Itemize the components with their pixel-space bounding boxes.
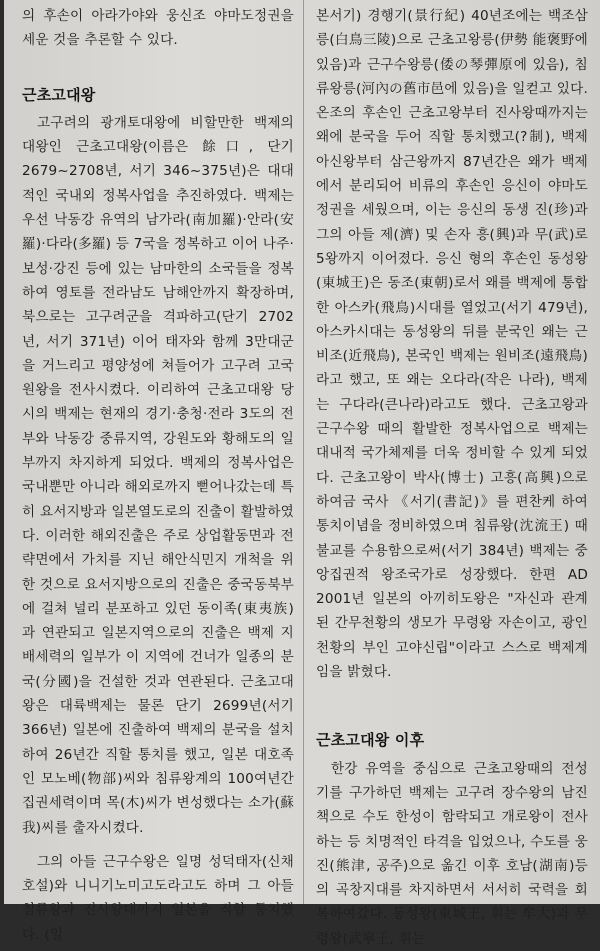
section-title-after-geunchogo: 근초고대왕 이후 <box>316 731 425 750</box>
intro-paragraph: 의 후손이 아라가야와 웅신조 야마도정권을 세운 것을 추론할 수 있다. <box>22 8 294 49</box>
left-column <box>22 0 294 947</box>
column-divider <box>303 0 304 904</box>
book-page <box>4 0 600 947</box>
paragraph-after-geunchogo: 한강 유역을 중심으로 근초고왕때의 전성기를 구가하던 백제는 고구려 장수왕의 남진책으로 수도 한성이 함락되고 개로왕이 전사하는 등 치명적인 타격을 입었으나, 수도를 웅진(熊津, 공주)으로 옮긴 이후 호남(湖南)등의 곡창지대를 차지하면서 서서히 국력을 회복하여갔다. 동성왕(東城王, 휘는 牟大)과 무령왕(武寧王, 휘는 <box>316 760 588 947</box>
section-title-geunchogo: 근초고대왕 <box>22 85 96 104</box>
paragraph-geunsusu: 그의 아들 근구수왕은 일명 성덕태자(신채호설)와 니니기노미고도라고도 하며 그 아들 침류왕과 진사왕대까지 일본을 직할 통치했다. (일 <box>22 853 294 943</box>
right-column <box>316 0 588 951</box>
paragraph-geunchogo-conquests: 고구려의 광개토대왕에 비할만한 백제의 대왕인 근초고대왕(이름은 餘口, 단기 2679~2708년, 서기 346~375년)은 대대적인 국내외 정복사업을 추진하였다. 백제는 우선 낙동강 유역의 남가라(南加羅)·안라(安羅)·다라(多羅) 등 7국을 정복하고 이어 나주·보성·강진 등에 있는 남마한의 소국들을 정복하여 영토를 전라남도 남해안까지 확장하며, 북으로는 고구려군을 격파하고(단기 2702년, 서기 371년) 이어 태자와 함께 3만대군을 거느리고 평양성에 쳐들어가 고구려 고국원왕을 전사시켰다. 이리하여 근초고대왕 당시의 백제는 현재의 경기·충청·전라 3도의 전부와 낙동강 중류지역, 강원도와 황해도의 일부까지 차지하게 되었다. 백제의 정복사업은 국내뿐만 아니라 해외로까지 뻗어나갔는데 특히 요서지방과 일본열도로의 진출이 활발하였다. 이러한 해외진출은 주로 상업활동면과 전략면에서 가치를 지닌 해안식민지 개척을 위한 것으로 요서지방으로의 진출은 중국동북부에 걸쳐 널리 분포하고 있던 동이족(東夷族)과 연관되고 일본지역으로의 진출은 백제 지배세력의 일부가 이 지역에 건너가 일종의 분국(分國)을 건설한 것과 연관된다. 근초고대왕은 대륙백제는 물론 단기 2699년(서기 366년) 일본에 진출하여 백제의 분국을 설치하여 26년간 직할 통치를 했고, 일본 대호족인 모노베(物部)씨와 침류왕계의 100여년간 집권세력이며 목(木)씨가 변성했다는 소가(蘇我)씨를 출자시켰다. <box>22 114 294 836</box>
paragraph-japan-rule: 본서기) 경행기(景行紀) 40년조에는 백조삼릉(白鳥三陵)으로 근초고왕릉(伊勢 能褒野에 있음)과 근구수왕릉(倭の琴彈原에 있음), 침류왕릉(河內の舊市邑에 있음)을 일컫고 있다. 온조의 후손인 근초고왕부터 진사왕때까지는 왜에 분국을 두어 직할 통치했고(?制), 백제 아신왕부터 삼근왕까지 87년간은 왜가 백제에서 분리되어 비류의 후손인 응신이 야마도 정권을 세웠으며, 이는 응신의 동생 진(珍)과 그의 아들 제(濟) 및 손자 흥(興)과 무(武)로 5왕까지 이어졌다. 응신 형의 후손인 동성왕(東城王)은 동조(東朝)로서 왜를 백제에 통합한 아스카(飛鳥)시대를 열었고(서기 479년), 아스카시대는 동성왕의 뒤를 분국인 왜는 근비조(近飛鳥), 본국인 백제는 원비조(遠飛鳥)라고 했고, 또 왜는 오다라(작은 나라), 백제는 구다라(큰나라)라고도 했다. 근초고왕과 근구수왕 때의 활발한 정복사업으로 백제는 대내적 국가체제를 더욱 정비할 수 있게 되었다. 근초고왕이 박사(博士) 고흥(高興)으로 하여금 국사 《서기(書記)》를 편찬케 하여 통치이념을 정비하였으며 침류왕(沈流王) 때 불교를 수용함으로써(서기 384년) 백제는 중앙집권적 왕조국가로 성장했다. 한편 AD 2001년 일본의 아끼히도왕은 "자신과 관계된 간무천황의 생모가 무령왕 자손이고, 광인천황의 부인 고야신립"이라고 스스로 백제계임을 밝혔다. <box>316 8 588 681</box>
